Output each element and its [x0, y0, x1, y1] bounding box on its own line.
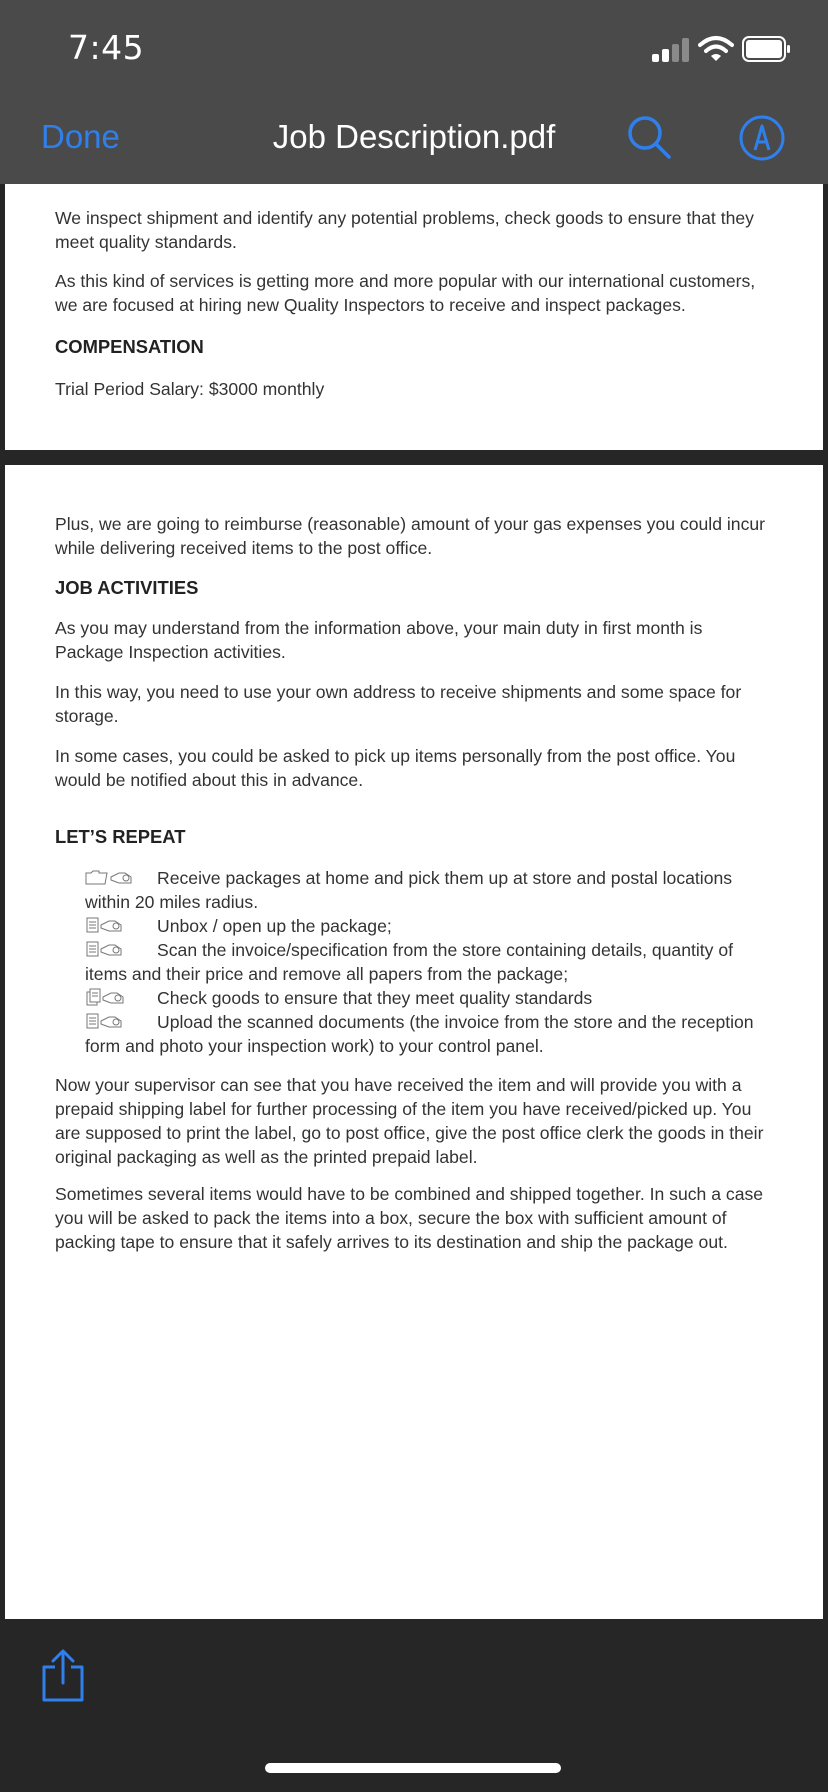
compensation-heading: COMPENSATION	[55, 336, 204, 357]
list-item-text: Check goods to ensure that they meet quality standards	[157, 988, 593, 1008]
pdf-page-2	[5, 465, 823, 1619]
document-title: Job Description.pdf	[272, 118, 556, 155]
page2-paragraph-2: As you may understand from the information above, your main duty in first month is Package Inspection activities.	[55, 618, 703, 662]
list-item-text: Unbox / open up the package;	[157, 916, 392, 936]
markup-icon[interactable]	[738, 114, 786, 162]
list-item	[85, 938, 775, 986]
battery-icon	[742, 36, 792, 62]
list-item-text: Upload the scanned documents (the invoice from the store and the reception form and photo your inspection work) to your control panel.	[85, 1012, 754, 1056]
list-item	[85, 866, 775, 914]
job-activities-heading: JOB ACTIVITIES	[55, 577, 199, 598]
page1-paragraph-1: We inspect shipment and identify any potential problems, check goods to ensure that they meet quality standards.	[55, 208, 754, 252]
home-indicator[interactable]	[265, 1763, 561, 1773]
page2-paragraph-3: In this way, you need to use your own address to receive shipments and some space for storage.	[55, 682, 742, 726]
document-hand-icon	[85, 1012, 135, 1030]
pdf-page-1	[5, 184, 823, 450]
status-time: 7:45	[68, 28, 145, 67]
page1-paragraph-2: As this kind of services is getting more and more popular with our international customers, we are focused at hiring new Quality Inspectors to receive and inspect packages.	[55, 271, 756, 315]
list-item	[85, 1010, 775, 1058]
document-hand-icon	[85, 940, 135, 958]
salary-paragraph: Trial Period Salary: $3000 monthly	[55, 379, 325, 399]
navigation-bar	[0, 92, 828, 184]
list-item-text: Receive packages at home and pick them up at store and postal locations within 20 miles radius.	[85, 868, 733, 912]
wifi-icon	[698, 35, 734, 63]
page2-paragraph-5: Now your supervisor can see that you have received the item and will provide you with a prepaid shipping label for further processing of the item you have received/picked up. You are supposed to print the label, go to post office, give the post office clerk the goods in their original packaging as well as the printed prepaid label.	[55, 1075, 764, 1167]
share-icon[interactable]	[40, 1649, 86, 1703]
status-bar	[0, 0, 828, 92]
list-item	[85, 914, 775, 938]
signal-icon	[652, 38, 692, 62]
list-item-text: Scan the invoice/specification from the store containing details, quantity of items and their price and remove all papers from the package;	[85, 940, 734, 984]
documents-hand-icon	[85, 988, 135, 1006]
done-button[interactable]: Done	[41, 118, 120, 155]
page2-paragraph-1: Plus, we are going to reimburse (reasonable) amount of your gas expenses you could incur while delivering received items to the post office.	[55, 514, 766, 558]
page2-paragraph-4: In some cases, you could be asked to pick up items personally from the post office. You would be notified about this in advance.	[55, 746, 736, 790]
page2-paragraph-6: Sometimes several items would have to be combined and shipped together. In such a case you will be asked to pack the items into a box, secure the box with sufficient amount of packing tape to ensure that it safely arrives to its destination and ship the package out.	[55, 1184, 764, 1252]
folder-hand-icon	[85, 868, 135, 886]
lets-repeat-heading: LET’S REPEAT	[55, 826, 186, 847]
search-icon[interactable]	[626, 114, 672, 160]
document-hand-icon	[85, 916, 135, 934]
list-item	[85, 986, 775, 1010]
